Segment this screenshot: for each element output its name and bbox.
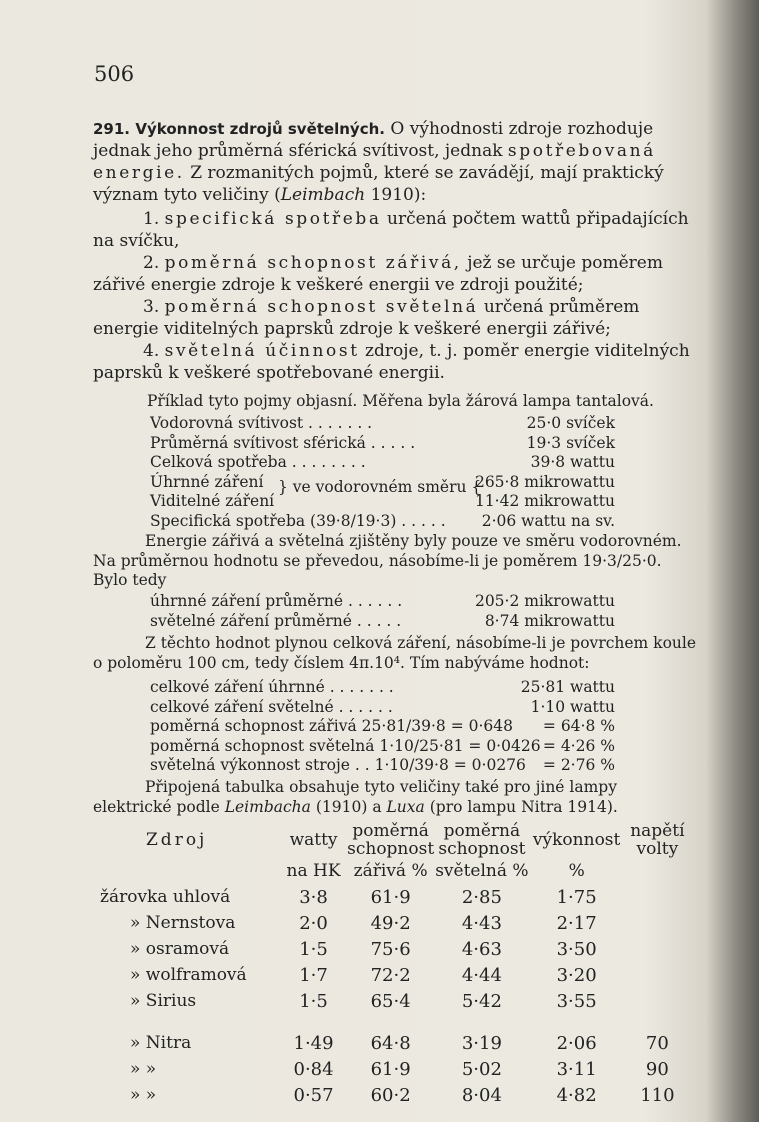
- example-row: Úhrnné záření 265·8 mikrowattu: [150, 472, 615, 491]
- definition-item: 3. poměrná schopnost světelná určená průměrem energie viditelných paprsků zdroje k veškeré energii zářivé;: [93, 297, 640, 339]
- table-row: » wolframová 1·7 72·2 4·44 3·20: [130, 964, 597, 986]
- table-row: » » 0·84 61·9 5·02 3·11 90: [130, 1058, 669, 1080]
- total-row: poměrná schopnost zářivá 25·81/39·8 = 0·648 = 64·8 %: [150, 717, 615, 735]
- total-values: [150, 678, 710, 776]
- mean-values: [150, 592, 710, 631]
- example-row: Specifická spotřeba (39·8/19·3) . . . . . 2·06 wattu na sv.: [150, 511, 615, 530]
- example-values: [150, 414, 710, 531]
- definition-item: 1. specifická spotřeba určená počtem wattů připadajících na svíčku,: [93, 209, 689, 251]
- mean-row: světelné záření průměrné . . . . . 8·74 mikrowattu: [150, 611, 615, 630]
- definitions-list: [93, 208, 697, 384]
- table-row: » osramová 1·5 75·6 4·63 3·50: [130, 938, 597, 960]
- section-paragraph: [93, 118, 697, 206]
- definition-item: 2. poměrná schopnost zářivá, jež se určuje poměrem zářivé energie zdroje k veškeré energii ve zdroji použité;: [93, 253, 663, 295]
- total-paragraph: Z těchto hodnot plynou celková záření, násobíme-li je povrchem koule o poloměru 100 cm, tedy číslem 4π.10⁴. Tím nabýváme hodnot:: [93, 634, 697, 672]
- citation: Leimbach: [280, 185, 366, 205]
- table-row: » Sirius 1·5 65·4 5·42 3·55: [130, 990, 597, 1012]
- mean-row: úhrnné záření průměrné . . . . . . 205·2 mikrowattu: [150, 592, 615, 610]
- spaced-term: spotřebovaná energie.: [93, 141, 656, 183]
- example-row: Průměrná svítivost sférická . . . . . 19·3 svíček: [150, 433, 615, 452]
- total-row: celkové záření úhrnné . . . . . . . 25·81 wattu: [150, 678, 615, 696]
- example-intro: Příklad tyto pojmy objasní. Měřena byla žárová lampa tantalová.: [147, 392, 654, 410]
- brace-label: } ve vodorovném směru {: [278, 478, 482, 496]
- section-heading: Výkonnost zdrojů světelných.: [135, 120, 385, 138]
- citation-year: 1910):: [365, 185, 427, 205]
- example-row: Viditelné záření 11·42 mikrowattu: [150, 492, 615, 510]
- total-row: poměrná schopnost světelná 1·10/25·81 = 0·0426 = 4·26 %: [150, 736, 615, 755]
- total-row: světelná výkonnost stroje . . 1·10/39·8 = 0·0276 = 2·76 %: [150, 756, 615, 774]
- definition-item: 4. světelná účinnost zdroje, t. j. poměr energie viditelných paprsků k veškeré spotřebované energii.: [93, 341, 690, 383]
- table-row: » Nitra 1·49 64·8 3·19 2·06 70: [130, 1032, 669, 1054]
- section-number: 291.: [93, 120, 131, 138]
- table-row: žárovka uhlová 3·8 61·9 2·85 1·75: [100, 886, 597, 908]
- table-subheader-row: na HK zářivá % světelná % %: [286, 861, 585, 881]
- example-row: Celková spotřeba . . . . . . . . 39·8 wattu: [150, 453, 615, 471]
- energy-paragraph: Energie zářivá a světelná zjištěny byly pouze ve směru vodorovném. Na průměrnou hodnotu se převedou, násobíme-li je poměrem 19·3/25·0. Bylo tedy: [93, 532, 682, 589]
- table-header-row: Zdroj watty poměrná schopnost poměrná schopnost výkonnost napětí volty: [146, 821, 685, 859]
- section-intro: O výhodnosti zdroje rozhoduje jednak jeho průměrná sférická svítivost, jednak: [93, 119, 654, 161]
- section-intro-rest: Z rozmanitých pojmů, které se zavádějí, mají praktický význam tyto veličiny (: [93, 163, 664, 205]
- total-row: celkové záření světelné . . . . . . 1·10 wattu: [150, 697, 615, 716]
- example-row: Vodorovná svítivost . . . . . . . 25·0 svíček: [150, 414, 615, 432]
- lamp-table: [100, 822, 690, 1108]
- table-row: » » 0·57 60·2 8·04 4·82 110: [130, 1084, 675, 1106]
- page-number: 506: [94, 62, 135, 86]
- table-row: » Nernstova 2·0 49·2 4·43 2·17: [130, 912, 597, 934]
- table-intro: Připojená tabulka obsahuje tyto veličiny také pro jiné lampy elektrické podle Leimbacha (1910) a Luxa (pro lampu Nitra 1914).: [93, 778, 618, 816]
